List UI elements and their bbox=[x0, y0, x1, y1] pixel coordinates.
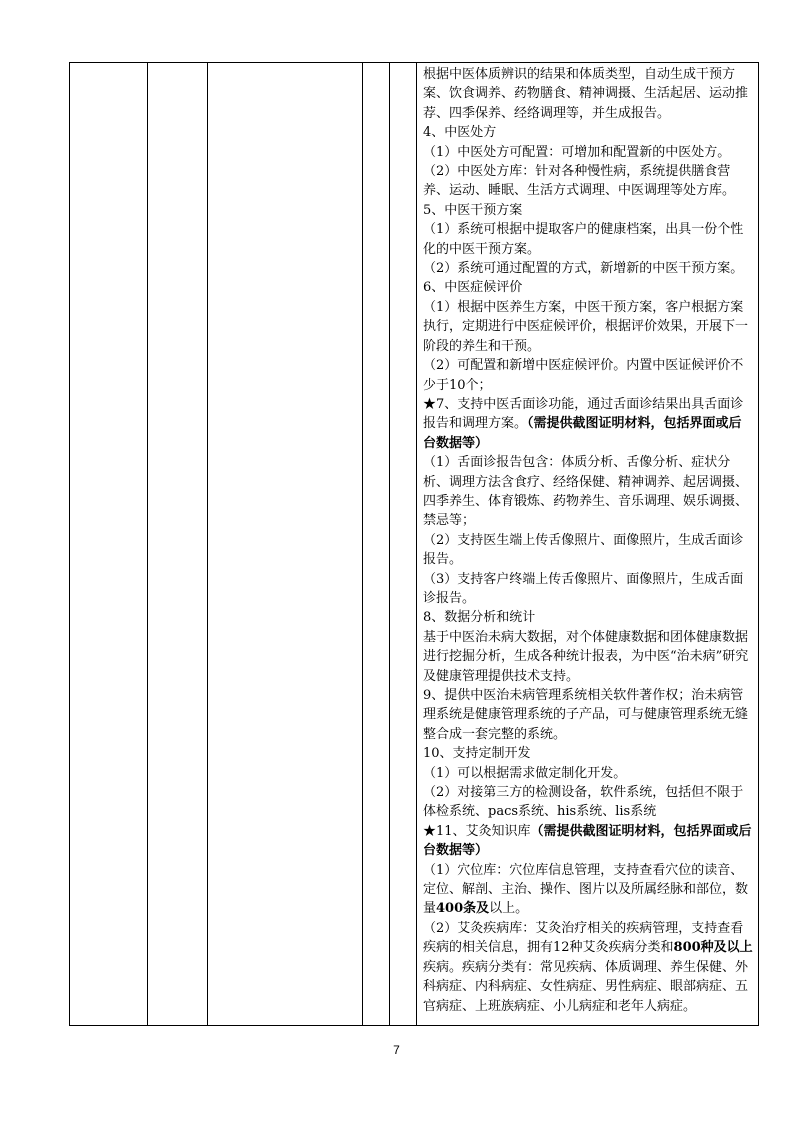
text-segment: 疾病。疾病分类有：常见疾病、体质调理、养生保健、外科病症、内科病症、女性病症、男性病症、眼部病症、五官病症、上班族病症、小儿病症和老年人病症。 bbox=[423, 959, 749, 1014]
bold-text-segment: （需提供截图证明材料，包括界面或后台数据等） bbox=[423, 416, 742, 451]
bold-text-segment: 800种及以上 bbox=[673, 940, 753, 956]
text-segment: 以上。 bbox=[489, 901, 529, 917]
text-segment: （2）艾灸疾病库：艾灸治疗相关的疾病管理，支持查看疾病的相关信息，拥有12种艾灸疾病分类和 bbox=[423, 920, 744, 956]
page-number: 7 bbox=[393, 1043, 400, 1057]
table-cell-3 bbox=[208, 63, 363, 1026]
content-paragraph bbox=[423, 395, 754, 453]
table-cell-1 bbox=[70, 63, 148, 1026]
requirements-table bbox=[69, 62, 759, 1026]
content-paragraph: （1）可以根据需求做定制化开发。 bbox=[423, 765, 627, 781]
content-paragraph: （2）支持医生端上传舌像照片、面像照片，生成舌面诊报告。 bbox=[423, 532, 744, 568]
text-segment: ★7、支持中医舌面诊功能，通过舌面诊结果出具舌面诊报告和调理方案。 bbox=[423, 396, 744, 432]
content-paragraph: （1）舌面诊报告包含：体质分析、舌像分析、症状分析、调理方法含食疗、经络保健、精神调养、起居调摄、四季养生、体育锻炼、药物养生、音乐调理、娱乐调摄、禁忌等； bbox=[423, 455, 749, 529]
content-paragraph: （1）系统可根据中提取客户的健康档案，出具一份个性化的中医干预方案。 bbox=[423, 222, 744, 257]
content-paragraph: （2）可配置和新增中医症候评价。内置中医证候评价不少于10个； bbox=[423, 358, 744, 393]
content-paragraph: 根据中医体质辨识的结果和体质类型，自动生成干预方案、饮食调养、药物膳食、精神调摄、生活起居、运动推荐、四季保养、经络调理等，并生成报告。 bbox=[423, 67, 749, 121]
requirements-content-cell bbox=[417, 63, 759, 1026]
requirements-text bbox=[423, 65, 754, 1016]
content-paragraph: （2）系统可通过配置的方式，新增新的中医干预方案。 bbox=[423, 261, 744, 277]
bold-text-segment: （需提供截图证明材料，包括界面或后台数据等） bbox=[423, 823, 752, 859]
content-paragraph: （3）支持客户终端上传舌像照片、面像照片，生成舌面诊报告。 bbox=[423, 571, 744, 606]
content-paragraph bbox=[423, 861, 754, 919]
content-paragraph: 9、提供中医治未病管理系统相关软件著作权；治未病管理系统是健康管理系统的子产品，可与健康管理系统无缝整合成一套完整的系统。 bbox=[423, 688, 749, 742]
content-paragraph: 5、中医干预方案 bbox=[423, 202, 523, 218]
text-segment: ★11、艾灸知识库 bbox=[423, 823, 531, 839]
table-row bbox=[70, 63, 759, 1026]
content-paragraph: （2）对接第三方的检测设备，软件系统，包括但不限于体检系统、pacs系统、his系统、lis系统 bbox=[423, 785, 744, 820]
content-paragraph: （2）中医处方库：针对各种慢性病，系统提供膳食营养、运动、睡眠、生活方式调理、中医调理等处方库。 bbox=[423, 164, 736, 199]
content-paragraph: 10、支持定制开发 bbox=[423, 746, 531, 762]
content-paragraph: 4、中医处方 bbox=[423, 125, 497, 141]
content-paragraph: 基于中医治未病大数据，对个体健康数据和团体健康数据进行挖掘分析，生成各种统计报表，为中医“治未病”研究及健康管理提供技术支持。 bbox=[423, 629, 749, 684]
table-cell-2 bbox=[148, 63, 208, 1026]
bold-text-segment: 400条及 bbox=[436, 901, 490, 917]
content-paragraph: （1）根据中医养生方案，中医干预方案，客户根据方案执行，定期进行中医症候评价，根据评价效果，开展下一阶段的养生和干预。 bbox=[423, 299, 749, 354]
table-cell-4 bbox=[363, 63, 390, 1026]
content-paragraph: （1）中医处方可配置：可增加和配置新的中医处方。 bbox=[423, 144, 731, 160]
content-paragraph: 8、数据分析和统计 bbox=[423, 610, 536, 626]
content-paragraph bbox=[423, 822, 754, 861]
content-paragraph bbox=[423, 919, 754, 1016]
text-segment: （1）穴位库：穴位库信息管理，支持查看穴位的读音、定位、解剖、主治、操作、图片以及所属经脉和部位，数量 bbox=[423, 862, 749, 917]
table-cell-5 bbox=[390, 63, 417, 1026]
content-paragraph: 6、中医症候评价 bbox=[423, 280, 523, 296]
